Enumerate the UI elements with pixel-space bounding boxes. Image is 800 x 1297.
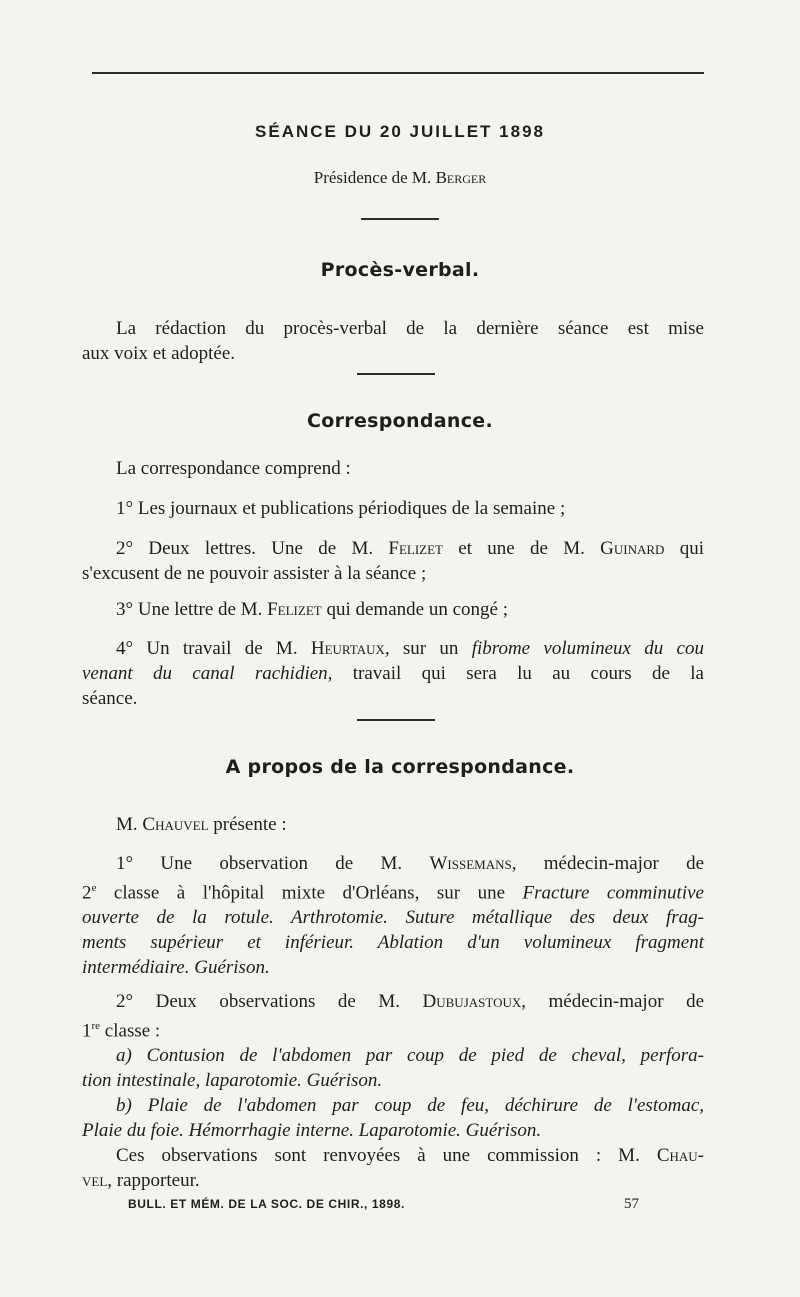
person-name: Chau- (656, 1145, 704, 1167)
text-line (82, 1043, 704, 1068)
text-run: Ces observations sont renvoyées à une commission : M. (116, 1145, 657, 1167)
section-title-a-propos: A propos de la correspondance. (225, 756, 575, 778)
text-line: tion intestinale, laparotomie. Guérison. (82, 1070, 383, 1092)
page-number: 57 (624, 1196, 639, 1212)
a-propos-intro (82, 812, 704, 837)
proces-verbal-paragraph (82, 316, 704, 366)
text-line (82, 636, 704, 661)
correspondance-item-2 (82, 536, 704, 586)
italic-title: fibrome volumineux du cou (471, 638, 704, 659)
observation-2 (82, 989, 704, 1193)
text-line: La correspondance comprend : (116, 458, 351, 479)
text-line (82, 1014, 704, 1043)
text-run: classe à l'hôpital mixte d'Orléans, sur une (96, 882, 523, 904)
text-line (82, 1168, 704, 1193)
text-line: s'excusent de ne pouvoir assister à la séance ; (82, 563, 427, 584)
president-name: Berger (435, 168, 487, 187)
text-line (82, 1093, 704, 1118)
text-run: qui (664, 538, 704, 559)
observation-1 (82, 851, 704, 980)
text-run: , médecin-major de (521, 991, 704, 1012)
session-heading: SÉANCE DU 20 JUILLET 1898 (255, 122, 545, 141)
text-run: 2 (82, 882, 92, 904)
text-line (82, 876, 704, 905)
text-run: classe : (100, 1020, 161, 1042)
section-divider (357, 373, 435, 375)
text-run: , médecin-major de (511, 853, 705, 874)
person-name: Dubujastoux (422, 991, 522, 1012)
text-run: 2° Deux lettres. Une de M. (116, 538, 389, 559)
person-name: Chauvel (142, 814, 209, 835)
text-line: La rédaction du procès-verbal de la dernière séance est mise (116, 318, 704, 339)
superscript: e (91, 882, 97, 894)
text-line (82, 989, 704, 1014)
text-run: 2° Deux observations de M. (116, 991, 423, 1012)
text-line (82, 851, 704, 876)
text-run: , sur un (384, 638, 472, 659)
text-line: ments supérieur et inférieur. Ablation d'un volumineux fragment (82, 932, 704, 954)
text-run: 3° Une lettre de M. (116, 599, 268, 620)
text-line: séance. (82, 688, 138, 709)
text-run: b) (116, 1095, 148, 1117)
person-name: Heurtaux (310, 638, 385, 659)
section-divider (357, 719, 435, 721)
presidency-line (0, 168, 800, 188)
correspondance-item-4 (82, 636, 704, 711)
text-line (82, 1143, 704, 1168)
top-rule (92, 72, 704, 74)
correspondance-item-3 (82, 597, 704, 622)
section-divider (361, 218, 439, 220)
text-run: 1 (82, 1020, 92, 1042)
text-run: M. (116, 814, 143, 835)
correspondance-intro (82, 456, 704, 481)
text-run: Plaie de l'abdomen par coup de feu, déchirure de l'estomac, (147, 1095, 705, 1117)
text-run: 1° Une observation de M. (116, 853, 430, 874)
journal-footer: BULL. ET MÉM. DE LA SOC. DE CHIR., 1898. (128, 1197, 405, 1211)
text-line (82, 597, 704, 622)
text-line: 1° Les journaux et publications périodiques de la semaine ; (116, 498, 566, 519)
text-line: intermédiaire. Guérison. (82, 957, 270, 979)
text-line (82, 812, 704, 837)
person-name: Felizet (267, 599, 322, 620)
italic-title: venant du canal rachidien (82, 663, 328, 684)
text-run: qui demande un congé ; (321, 599, 508, 620)
text-run: Contusion de l'abdomen par coup de pied de cheval, perfora- (146, 1045, 705, 1067)
person-name: Guinard (600, 538, 665, 559)
text-line (82, 536, 704, 561)
text-run: présente : (208, 814, 287, 835)
text-run: 4° Un travail de M. (116, 638, 311, 659)
text-run: , travail qui sera lu au cours de la (327, 663, 704, 684)
text-line: ouverte de la rotule. Arthrotomie. Suture métallique des deux frag- (82, 907, 704, 929)
correspondance-item-1 (82, 496, 704, 521)
presidency-prefix: Présidence de M. (313, 168, 436, 187)
text-line: Plaie du foie. Hémorrhagie interne. Laparotomie. Guérison. (82, 1120, 542, 1142)
text-run: et une de M. (442, 538, 601, 559)
text-line: aux voix et adoptée. (82, 343, 236, 364)
superscript: re (91, 1020, 101, 1032)
text-run: , rapporteur. (107, 1170, 200, 1192)
text-line (82, 661, 704, 686)
person-name: Wissemans (429, 853, 512, 874)
section-title-correspondance: Correspondance. (307, 410, 493, 432)
text-run: a) (116, 1045, 147, 1067)
person-name: Felizet (388, 538, 443, 559)
section-title-proces-verbal: Procès-verbal. (320, 259, 480, 281)
italic-title: Fracture comminutive (522, 882, 704, 904)
person-name: vel (82, 1170, 108, 1192)
